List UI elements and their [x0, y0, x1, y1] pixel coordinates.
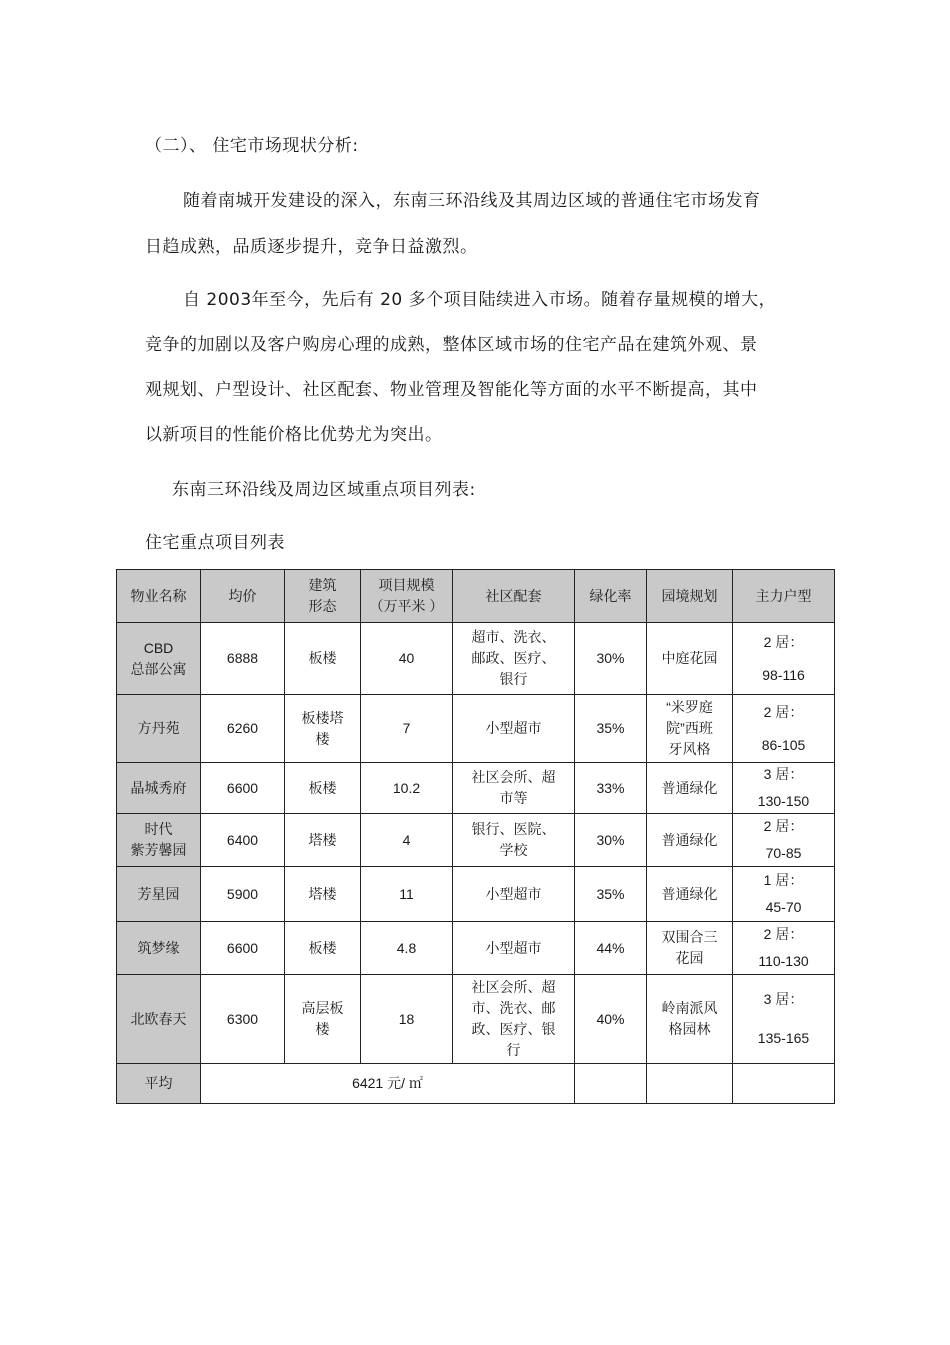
- row-unit: 3 居： 130-150: [733, 763, 835, 814]
- header-landscape: 园境规划: [647, 570, 733, 623]
- row-price: 6600: [201, 922, 285, 975]
- average-empty-cell: [575, 1064, 647, 1104]
- row-price: 6260: [201, 695, 285, 763]
- row-scale: 40: [361, 623, 453, 695]
- row-price: 5900: [201, 867, 285, 922]
- header-name: 物业名称: [117, 570, 201, 623]
- row-price: 6300: [201, 975, 285, 1064]
- header-facilities: 社区配套: [453, 570, 575, 623]
- row-green: 35%: [575, 695, 647, 763]
- table-row: [117, 763, 835, 814]
- average-empty-cell: [647, 1064, 733, 1104]
- row-name: 时代 紫芳馨园: [117, 814, 201, 867]
- row-facilities: 小型超市: [453, 695, 575, 763]
- row-name: 晶城秀府: [117, 763, 201, 814]
- row-form: 高层板 楼: [285, 975, 361, 1064]
- row-unit: 3 居： 135-165: [733, 975, 835, 1064]
- table-row: [117, 922, 835, 975]
- row-green: 35%: [575, 867, 647, 922]
- row-scale: 4: [361, 814, 453, 867]
- average-value: 6421 元/ ㎡: [201, 1064, 575, 1104]
- row-scale: 18: [361, 975, 453, 1064]
- row-name: 方丹苑: [117, 695, 201, 763]
- header-price: 均价: [201, 570, 285, 623]
- table-row: [117, 623, 835, 695]
- average-empty-cell: [733, 1064, 835, 1104]
- row-form: 板楼: [285, 922, 361, 975]
- row-form: 板楼塔 楼: [285, 695, 361, 763]
- row-unit: 2 居： 70-85: [733, 814, 835, 867]
- row-facilities: 社区会所、超 市、洗衣、邮 政、医疗、银 行: [453, 975, 575, 1064]
- row-green: 33%: [575, 763, 647, 814]
- row-green: 40%: [575, 975, 647, 1064]
- row-name: 筑梦缘: [117, 922, 201, 975]
- header-green: 绿化率: [575, 570, 647, 623]
- table-row: [117, 975, 835, 1064]
- header-form: 建筑 形态: [285, 570, 361, 623]
- row-unit: 1 居： 45-70: [733, 867, 835, 922]
- row-landscape: “米罗庭 院”西班 牙风格: [647, 695, 733, 763]
- row-scale: 10.2: [361, 763, 453, 814]
- paragraph-2-line-4: 以新项目的性能价格比优势尤为突出。: [145, 425, 443, 445]
- row-facilities: 超市、洗衣、 邮政、医疗、 银行: [453, 623, 575, 695]
- paragraph-1-line-2: 日趋成熟，品质逐步提升，竞争日益激烈。: [145, 237, 478, 257]
- header-unit: 主力户型: [733, 570, 835, 623]
- row-form: 板楼: [285, 763, 361, 814]
- row-scale: 7: [361, 695, 453, 763]
- row-facilities: 小型超市: [453, 867, 575, 922]
- row-price: 6888: [201, 623, 285, 695]
- average-label: 平均: [117, 1064, 201, 1104]
- row-scale: 11: [361, 867, 453, 922]
- row-form: 塔楼: [285, 867, 361, 922]
- row-landscape: 双围合三 花园: [647, 922, 733, 975]
- row-price: 6400: [201, 814, 285, 867]
- row-green: 30%: [575, 814, 647, 867]
- row-facilities: 社区会所、超 市等: [453, 763, 575, 814]
- table-title: 住宅重点项目列表: [145, 533, 285, 553]
- row-landscape: 中庭花园: [647, 623, 733, 695]
- table-row: [117, 814, 835, 867]
- row-form: 板楼: [285, 623, 361, 695]
- row-name: CBD 总部公寓: [117, 623, 201, 695]
- row-name: 北欧春天: [117, 975, 201, 1064]
- table-header-row: [117, 570, 835, 623]
- header-scale: 项目规模 （万平米 ）: [361, 570, 453, 623]
- row-landscape: 岭南派风 格园林: [647, 975, 733, 1064]
- row-unit: 2 居： 98-116: [733, 623, 835, 695]
- paragraph-2-line-3: 观规划、户型设计、社区配套、物业管理及智能化等方面的水平不断提高，其中: [145, 380, 758, 400]
- row-green: 44%: [575, 922, 647, 975]
- row-facilities: 银行、医院、 学校: [453, 814, 575, 867]
- row-facilities: 小型超市: [453, 922, 575, 975]
- paragraph-2-line-1: 自 2003年至今，先后有 20 多个项目陆续进入市场。随着存量规模的增大，: [183, 290, 777, 310]
- paragraph-1-line-1: 随着南城开发建设的深入，东南三环沿线及其周边区域的普通住宅市场发育: [183, 191, 761, 211]
- project-table: [116, 569, 835, 1104]
- table-row: [117, 867, 835, 922]
- row-scale: 4.8: [361, 922, 453, 975]
- list-intro: 东南三环沿线及周边区域重点项目列表:: [172, 480, 476, 500]
- row-unit: 2 居： 86-105: [733, 695, 835, 763]
- row-landscape: 普通绿化: [647, 763, 733, 814]
- table-average-row: [117, 1064, 835, 1104]
- row-landscape: 普通绿化: [647, 867, 733, 922]
- row-name: 芳星园: [117, 867, 201, 922]
- row-price: 6600: [201, 763, 285, 814]
- paragraph-2-line-2: 竞争的加剧以及客户购房心理的成熟，整体区域市场的住宅产品在建筑外观、景: [145, 335, 758, 355]
- row-green: 30%: [575, 623, 647, 695]
- row-form: 塔楼: [285, 814, 361, 867]
- row-landscape: 普通绿化: [647, 814, 733, 867]
- table-row: [117, 695, 835, 763]
- row-unit: 2 居： 110-130: [733, 922, 835, 975]
- section-heading: （二）、 住宅市场现状分析:: [145, 136, 359, 156]
